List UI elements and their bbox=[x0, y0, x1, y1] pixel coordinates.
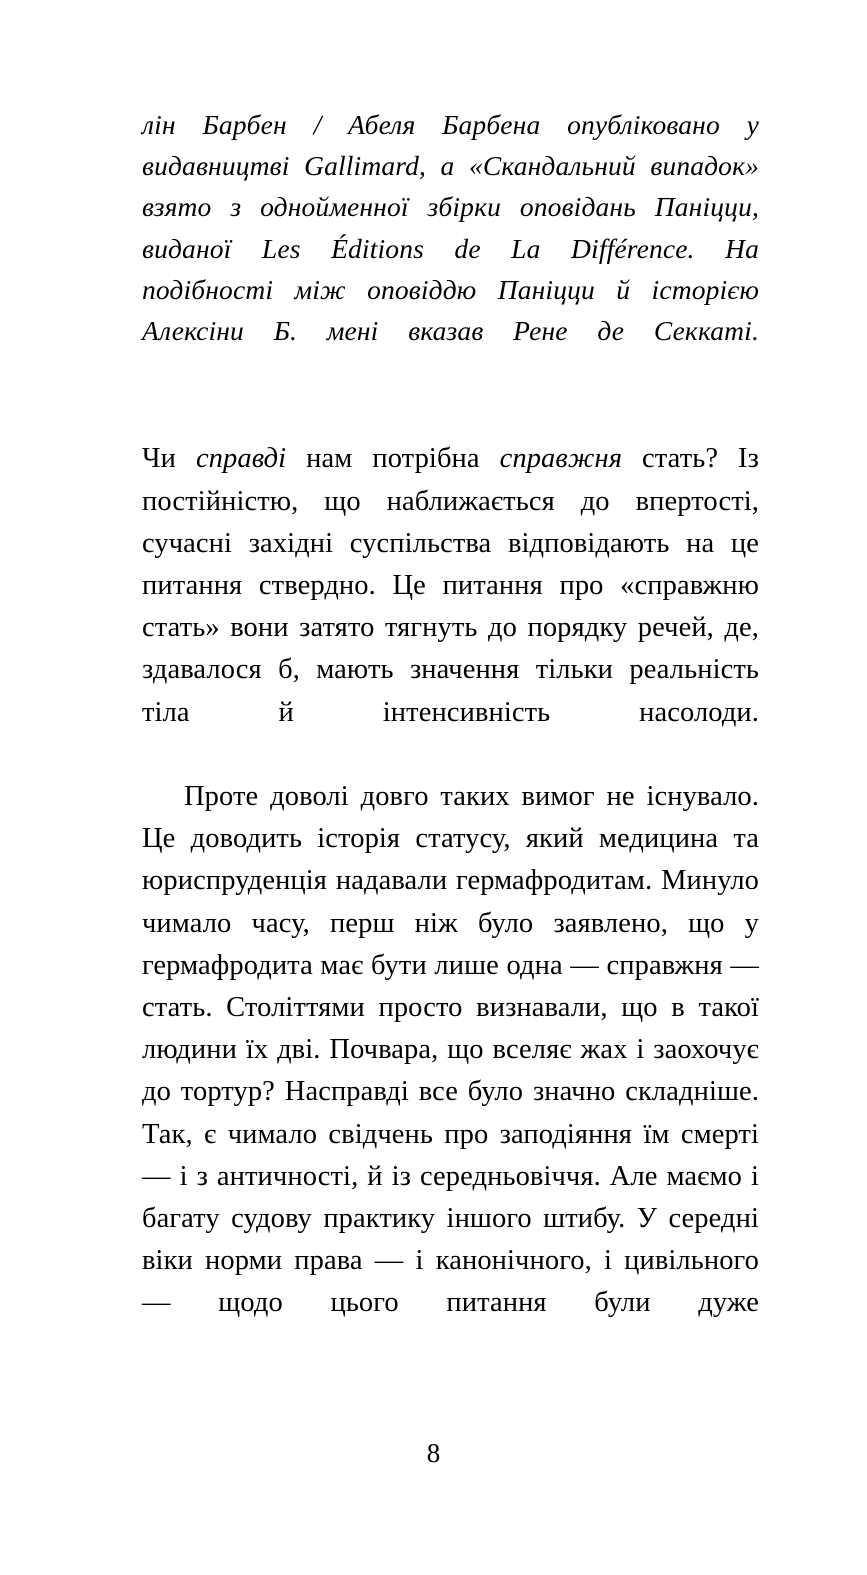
paragraph-1-emphasis-spravdi: справді bbox=[195, 443, 287, 475]
paragraph-1-seg-2: нам потрібна bbox=[286, 443, 500, 475]
editorial-note-italic bbox=[142, 104, 759, 392]
body-paragraph-2 bbox=[142, 776, 759, 1367]
paragraph-1-seg-1: Чи bbox=[142, 443, 196, 475]
editorial-note-text: лін Барбен / Абеля Барбена опубліковано у видавництві Gallimard, а «Скандальний випадок» взято з однойменної збірки оповідань Паніцци, виданої Les Éditions de La Différence. На подібності між оповіддю Паніцци й історією Алексіни Б. мені вказав Рене де Секкаті. bbox=[142, 109, 759, 347]
paragraph-1-emphasis-spravzhnia: справжня bbox=[499, 443, 623, 475]
body-paragraph-1 bbox=[142, 438, 759, 776]
paragraph-2-text: Проте доволі довго таких вимог не існувало. Це доводить історія статусу, який медицина та юриспруденція надавали гермафродитам. Минуло чимало часу, перш ніж було заявлено, що у гермафродита має бути лише одна — справжня — стать. Століттями просто визнавали, що в такої людини їх дві. Почвара, що вселяє жах і заохочує до тортур? Насправді все було значно складніше. Так, є чимало свідчень про заподіяння їм смерті — і з античності, й із середньовіччя. Але маємо і багату судову практику іншого штибу. У середні віки норми права — і канонічного, і цивільного — щодо цього питання були дуже bbox=[142, 781, 759, 1319]
text-column bbox=[142, 104, 759, 1367]
paragraph-1-seg-3: стать? Із постійністю, що наближається до впертості, сучасні західні суспільства відповідають на це питання ствердно. Це питання про «справжню стать» вони затято тягнуть до порядку речей, де, здавалося б, мають значення тільки реальність тіла й інтенсивність насолоди. bbox=[142, 443, 760, 728]
page-number: 8 bbox=[426, 1438, 441, 1468]
